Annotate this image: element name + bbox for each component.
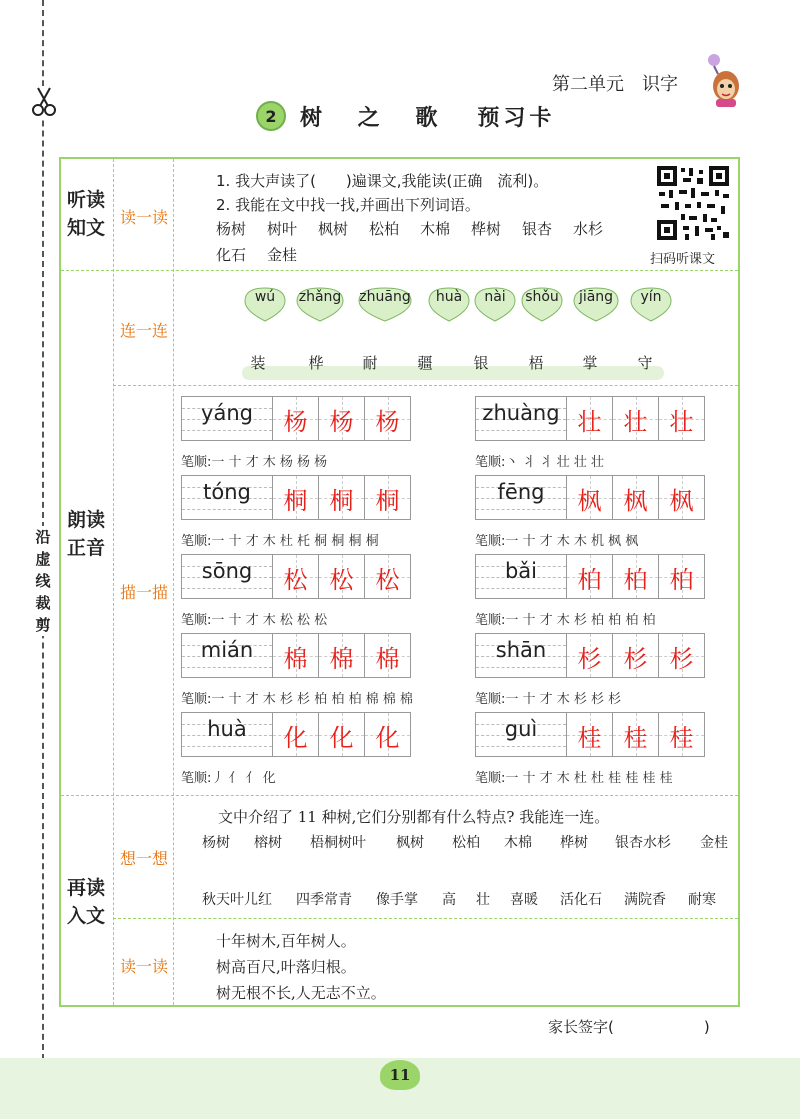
parent-signature[interactable]: 家长签字( ) — [548, 1018, 710, 1036]
tree-item: 榕树 — [254, 835, 282, 851]
char-trace: 壮 — [669, 408, 694, 436]
feature-item: 满院香 — [624, 892, 666, 908]
char-practice-box — [475, 712, 705, 757]
hanzi-option: 银 — [473, 354, 489, 372]
divider — [61, 270, 738, 271]
pinyin-text: tóng — [203, 480, 251, 504]
char-trace: 枫 — [623, 487, 648, 515]
word-row-1 — [216, 218, 624, 239]
stroke-order: 笔顺:一 十 才 木 杉 杉 杉 — [475, 692, 622, 707]
pinyin-text: yáng — [201, 401, 253, 425]
stroke-order: 笔顺:丶 丬 丬 壮 壮 壮 — [475, 455, 605, 470]
char-practice-box — [181, 712, 411, 757]
pinyin-text: zhuàng — [482, 401, 560, 425]
stroke-order: 笔顺:一 十 才 木 杉 柏 柏 柏 柏 — [475, 613, 656, 628]
char-trace: 棉 — [375, 645, 400, 673]
pinyin-text: fēng — [497, 480, 545, 504]
feature-list — [202, 889, 728, 909]
tree-item: 金桂 — [700, 835, 728, 851]
hanzi-option: 掌 — [582, 354, 598, 372]
hanzi-option: 守 — [637, 354, 653, 372]
tree-item: 松柏 — [452, 835, 480, 851]
tree-item: 杨树 — [202, 835, 230, 851]
hanzi-option: 装 — [250, 354, 266, 372]
pinyin-text: guì — [504, 717, 538, 741]
feature-item: 四季常青 — [296, 892, 352, 908]
char-trace: 杉 — [623, 645, 648, 673]
qr-label: 扫码听课文 — [650, 252, 716, 267]
hanzi-option: 疆 — [417, 354, 433, 372]
proverb: 十年树木,百年树人。 — [216, 932, 356, 950]
page-number: 11 — [380, 1060, 420, 1090]
char-trace: 杨 — [283, 408, 308, 436]
char-trace: 枫 — [577, 487, 602, 515]
pinyin-text: shān — [495, 638, 547, 662]
proverb: 树高百尺,叶落归根。 — [216, 958, 356, 976]
char-practice-box — [475, 633, 705, 678]
lesson-title — [256, 100, 555, 132]
word: 银杏 — [522, 220, 553, 238]
char-trace: 柏 — [623, 566, 648, 594]
stroke-order: 笔顺:一 十 才 木 杜 杜 桂 桂 桂 桂 — [475, 771, 673, 786]
word: 化石 — [216, 246, 247, 264]
card-type: 预习卡 — [477, 105, 556, 131]
char-trace: 壮 — [623, 408, 648, 436]
hanzi-option: 桦 — [308, 354, 324, 372]
tree-item: 桦树 — [560, 835, 588, 851]
feature-item: 喜暖 — [510, 892, 538, 908]
sub-label-think: 想一想 — [119, 849, 168, 868]
pinyin-drop: shǒu — [519, 285, 565, 323]
char-trace: 桐 — [283, 487, 308, 515]
pinyin-text: sōng — [201, 559, 253, 583]
char-practice-box — [475, 396, 705, 441]
pinyin-drop: zhuāng — [356, 285, 414, 323]
stroke-order: 笔顺:一 十 才 木 松 松 松 — [181, 613, 328, 628]
divider — [113, 385, 738, 386]
pinyin-drop: wú — [242, 285, 288, 323]
sub-label-connect: 连一连 — [119, 321, 168, 340]
section-label-pronounce: 朗读正音 — [66, 509, 105, 559]
stroke-order: 笔顺:一 十 才 木 杨 杨 杨 — [181, 455, 328, 470]
char-trace: 化 — [283, 724, 308, 752]
tree-list — [202, 832, 740, 852]
tree-item: 梧桐树叶 — [310, 835, 366, 851]
char-trace: 柏 — [669, 566, 694, 594]
pinyin-text: bǎi — [504, 559, 538, 583]
tree-item: 木棉 — [504, 835, 532, 851]
word-row-2 — [216, 244, 318, 265]
feature-item: 像手掌 — [376, 892, 418, 908]
char-trace: 桐 — [329, 487, 354, 515]
tree-item: 枫树 — [396, 835, 424, 851]
word: 水杉 — [573, 220, 604, 238]
char-trace: 柏 — [577, 566, 602, 594]
word: 金桂 — [267, 246, 298, 264]
char-trace: 棉 — [329, 645, 354, 673]
sub-label-read-2: 读一读 — [119, 957, 168, 976]
char-trace: 杉 — [669, 645, 694, 673]
pinyin-drop: huà — [426, 285, 472, 323]
cut-instruction: 沿虚线裁剪 — [30, 526, 56, 636]
char-trace: 化 — [329, 724, 354, 752]
sub-label-read: 读一读 — [119, 208, 168, 227]
char-practice-box — [181, 396, 411, 441]
char-practice-box — [181, 633, 411, 678]
tree-item: 银杏水杉 — [615, 835, 671, 851]
stroke-order: 笔顺:一 十 才 木 杉 杉 柏 柏 柏 棉 棉 棉 — [181, 692, 413, 707]
char-trace: 杨 — [375, 408, 400, 436]
stroke-order: 笔顺:一 十 才 木 木 机 枫 枫 — [475, 534, 639, 549]
hanzi-option: 梧 — [528, 354, 544, 372]
pinyin-text: mián — [200, 638, 254, 662]
char-practice-box — [475, 554, 705, 599]
pinyin-drop: nài — [472, 285, 518, 323]
lesson-title-text: 树 之 歌 — [300, 104, 452, 131]
char-practice-box — [181, 554, 411, 599]
char-trace: 棉 — [283, 645, 308, 673]
mascot-icon — [700, 52, 744, 108]
feature-item: 壮 — [476, 892, 490, 908]
char-trace: 松 — [329, 566, 354, 594]
word: 桦树 — [471, 220, 502, 238]
char-trace: 桂 — [669, 724, 694, 752]
proverb: 树无根不长,人无志不立。 — [216, 984, 386, 1002]
word: 枫树 — [318, 220, 349, 238]
char-trace: 杨 — [329, 408, 354, 436]
char-trace: 杉 — [577, 645, 602, 673]
qr-code[interactable] — [655, 164, 731, 242]
section-label-listen: 听读知文 — [66, 189, 105, 239]
word: 木棉 — [420, 220, 451, 238]
char-trace: 松 — [283, 566, 308, 594]
pinyin-drop: yín — [628, 285, 674, 323]
char-trace: 化 — [375, 724, 400, 752]
divider — [61, 795, 738, 796]
sub-label-trace: 描一描 — [119, 583, 168, 602]
feature-item: 活化石 — [560, 892, 602, 908]
char-trace: 松 — [375, 566, 400, 594]
char-practice-box — [181, 475, 411, 520]
char-trace: 桂 — [623, 724, 648, 752]
feature-item: 高 — [442, 892, 456, 908]
pinyin-text: huà — [207, 717, 247, 741]
listen-line-2: 2. 我能在文中找一找,并画出下列词语。 — [216, 196, 480, 214]
word: 松柏 — [369, 220, 400, 238]
word: 杨树 — [216, 220, 247, 238]
lesson-number-badge: 2 — [256, 101, 286, 131]
char-practice-box — [475, 475, 705, 520]
divider — [113, 918, 738, 919]
listen-line-1: 1. 我大声读了( )遍课文,我能读(正确 流利)。 — [216, 172, 549, 190]
unit-label: 第二单元 识字 — [552, 74, 678, 95]
think-question: 文中介绍了 11 种树,它们分别都有什么特点? 我能连一连。 — [218, 808, 610, 826]
pinyin-drop: jiāng — [571, 285, 621, 323]
feature-item: 秋天叶儿红 — [202, 892, 272, 908]
char-trace: 桂 — [577, 724, 602, 752]
char-trace: 枫 — [669, 487, 694, 515]
char-trace: 壮 — [577, 408, 602, 436]
char-trace: 桐 — [375, 487, 400, 515]
hanzi-option: 耐 — [362, 354, 378, 372]
word: 树叶 — [267, 220, 298, 238]
stroke-order: 笔顺:一 十 才 木 杜 杔 桐 桐 桐 桐 — [181, 534, 379, 549]
section-label-reread: 再读入文 — [66, 877, 105, 927]
stroke-order: 笔顺:丿 亻 亻 化 — [181, 771, 276, 786]
scissors-icon — [30, 86, 58, 118]
feature-item: 耐寒 — [688, 892, 716, 908]
pinyin-drop: zhǎng — [294, 285, 346, 323]
